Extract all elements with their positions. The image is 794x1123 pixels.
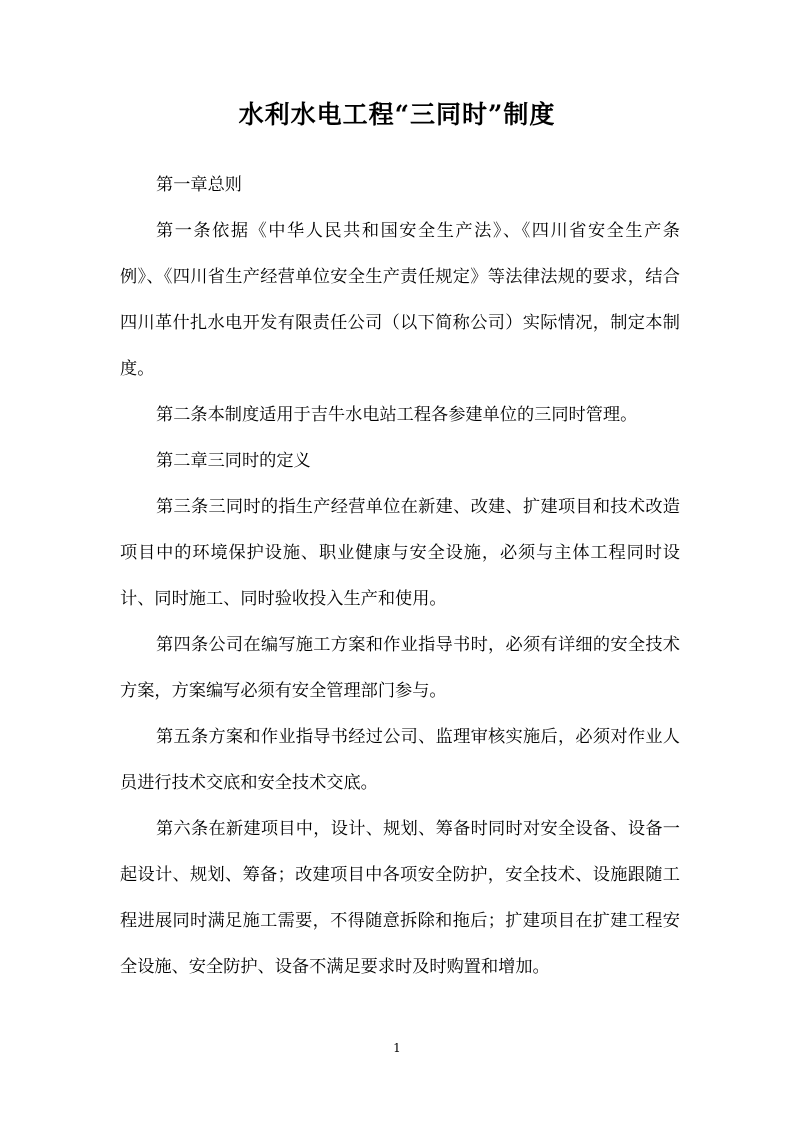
body-paragraph: 第三条三同时的指生产经营单位在新建、改建、扩建项目和技术改造项目中的环境保护设施、职业健康与安全设施，必须与主体工程同时设计、同时施工、同时验收投入生产和使用。 bbox=[120, 497, 680, 609]
body-paragraph: 第一条依据《中华人民共和国安全生产法》、《四川省安全生产条例》、《四川省生产经营单位安全生产责任规定》等法律法规的要求，结合四川革什扎水电开发有限责任公司（以下简称公司）实际情况，制定本制度。 bbox=[120, 221, 680, 379]
chapter-heading: 第二章三同时的定义 bbox=[156, 451, 311, 471]
body-paragraph: 第二条本制度适用于吉牛水电站工程各参建单位的三同时管理。 bbox=[156, 405, 638, 425]
page-number: 1 bbox=[393, 1041, 401, 1055]
document-title: 水利水电工程“三同时”制度 bbox=[238, 100, 556, 129]
document-body bbox=[120, 162, 680, 990]
body-paragraph: 第四条公司在编写施工方案和作业指导书时，必须有详细的安全技术方案，方案编写必须有安全管理部门参与。 bbox=[120, 635, 680, 701]
body-paragraph: 第六条在新建项目中，设计、规划、筹备时同时对安全设备、设备一起设计、规划、筹备；改建项目中各项安全防护，安全技术、设施跟随工程进展同时满足施工需要，不得随意拆除和拖后；扩建项目在扩建工程安全设施、安全防护、设备不满足要求时及时购置和增加。 bbox=[120, 819, 680, 977]
body-paragraph: 第五条方案和作业指导书经过公司、监理审核实施后，必须对作业人员进行技术交底和安全技术交底。 bbox=[120, 727, 680, 793]
chapter-heading: 第一章总则 bbox=[156, 175, 242, 195]
